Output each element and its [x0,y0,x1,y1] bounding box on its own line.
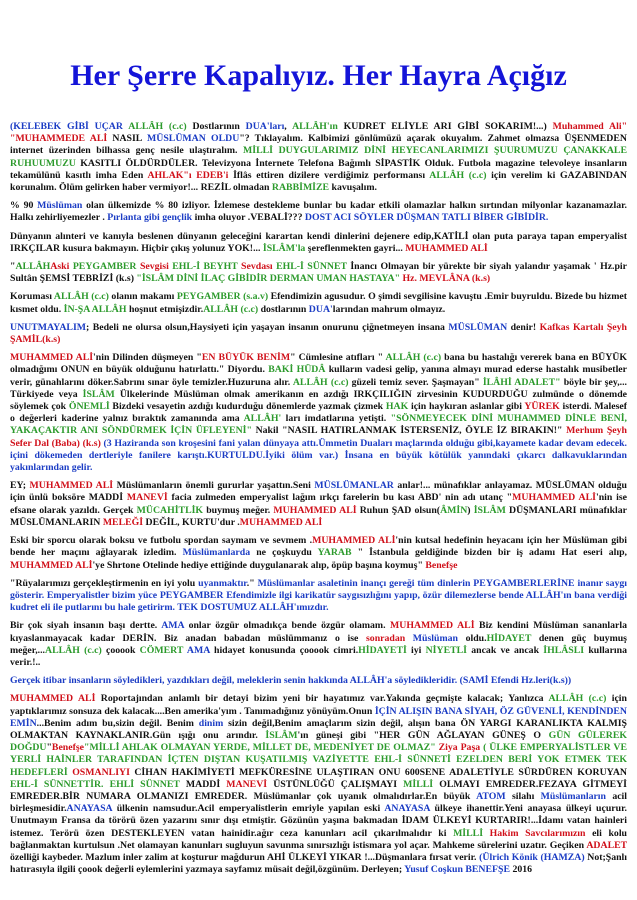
text-run: sizin değil,Benim amaçlarım sizin değil, alışın bana ÖN YARGI KARANLIKTA KALMIŞ OLMAKTAN KAYNAKLANIR.Gün ışığı onu arındır. [10,717,627,741]
text-run: ları imdatlarına yetişti. [281,413,391,425]
text-run: Sevdası [237,261,277,273]
text-run: MANEVİ [126,492,168,504]
text-run: MUHAMMED ALİ [29,480,114,492]
text-run: ALLÂH (c.c) [53,291,109,303]
text-run: İSLÂM [473,504,506,516]
text-run: % 90 [10,200,38,212]
text-run: Gerçek itibar insanların söyledikleri, yazdıkları değil, meleklerin senin hakkında ALLÂH'a söyledikleridir. (SAMİ Efendi Hz.leri(k.s)) [10,675,572,687]
text-run: Dünyanın alınteri ve kanıyla beslenen dünyanın geleceğini karartan kendi dinlerini dejenere edip,KATİLİ olan puta paraya tapan emperyalist IRKÇILAR kusura bakmayın. Hiçbir çıkış yolunuz YOK!... [10,230,627,254]
text-run: ALLÂH' [243,413,282,425]
text-run: ) [467,504,474,516]
text-run: Benefşe [425,559,458,571]
paragraph [10,693,627,876]
text-run: denir! [507,321,540,333]
text-run: Eski bir sporcu olarak boksu ve futbolu spordan saymam ve sevmem . [10,535,313,547]
text-run: Nakil "NASIL HATIRLANMAK İSTERSENİZ, ÖYLE İZ BIRAKIN!" [251,425,567,437]
text-run: ALLÂH (c.c) [548,693,607,705]
text-run: MUHAMMED ALİ [312,535,396,547]
text-run: RABBİMİZE [271,182,330,194]
text-run: Ruhun ŞAD olsun( [356,504,441,516]
text-run: kavuşalım. [329,182,377,194]
text-run: 2016 [510,864,533,876]
text-run: (3 Haziranda son kroşesini fani yalan dünyaya attı.Ümmetin Duaları maçlarında olduğu gibi,kayamete kadar devam edecek. içini dökemeden dertleriyle fanilere karıştı.KURTULDU.İyiki ölüm var.) İnsana en büyük kötülük yanındaki çıkarcı dalkavuklarından yakınlarından gelir. [10,437,627,474]
document-body [10,121,627,893]
text-run: ANAYASA [384,803,430,815]
text-run: Bizdeki vesayetin azdığı kudurduğu dönemlerde yazmak çizmek [109,401,386,413]
text-run: ÖNEMLİ [68,401,110,413]
text-run: MUHAMMED ALİ [512,492,596,504]
text-run: şereflenmekten gayri... [305,242,406,254]
text-run: ancak ve ancak [467,644,544,656]
text-run: 'nin ise efsane olarak yazıldı. Gerçek [10,492,627,516]
text-run: imha oluyor .VEBALİ??? [192,212,305,224]
text-run: İHLÂSLI [543,644,585,656]
text-run: için haykıran aslanlar gibi [408,401,525,413]
text-run: Dostlarının [186,121,246,132]
text-run: Muhammed Ali" [552,121,627,132]
text-run: ATOM [476,790,506,802]
paragraph [10,261,627,285]
text-run: KASITLI ÖLDÜRDÜLER. Televizyona İnternete Telefona Bağımlı SİPASTİK Olduk. Futbola magazine televoleye insanların tekamülünü kasıtlı imha Eden [10,157,627,181]
text-run: GÜN GÜLEREK DOĞDU [10,729,627,754]
text-run: ÂMİN [440,504,468,516]
text-run: (Ülrich Könik (HAMZA) [479,851,585,863]
text-run: 'nin Dilinden düşmeyen " [93,352,202,364]
text-run: PEYGAMBER (s.a.v) [176,291,269,303]
text-run: "MUHAMMEDE ALİ [10,133,108,145]
text-run: İflâs ettiren dizilere verdiğimiz performansı [228,169,430,181]
text-run: Efendimizin agusudur. O şimdi sevgilisine kavuştu .Emir buyruldu. Bizede bu hizmet kısmet oldu. [10,291,627,315]
text-run: ALLÂH (c.c) [203,303,259,315]
text-run: MÜSLÜMAN [448,321,508,333]
text-run: HAK [385,401,409,413]
text-run: ANAYASA [66,803,113,815]
text-run: ; Bedeli ne olursa olsun,Haysiyeti için yaşayan insanın onurunu çiğnetmeyen insana [86,321,449,333]
text-run: 'ın güneşi gibi "HER GÜN AĞLAYAN GÜNEŞ O [297,729,549,741]
text-run: İnancı Olmayan bir yürekte bir siyah yalandır yaşamak ' Hz.pir Sultân ŞEMSİ TEBRİZİ (k.s) [10,261,627,285]
text-run: MADDİ [179,778,227,790]
text-run: oldu. [457,632,487,644]
text-run: iyi [406,644,426,656]
text-run: silahı [505,790,541,802]
paragraph [10,352,627,474]
text-run: MÜCAHİTLİK [136,504,204,516]
text-run: MUHAMMED ALİ [10,559,93,571]
text-run: Koruması [10,291,54,303]
text-run: Hz. MEVLÂNA (k.s) [400,273,491,285]
text-run: bana bu hastalığı vererek bana en BÜYÜK olmadığımı ONUN en büyük olduğunu hatırlattı." Diyordu. [10,352,627,376]
text-run: buymuş meğer. [203,504,274,516]
text-run: Roportajından anlamlı bir detayi bizim yeni bir hayatımız var.Yakında geçmişte kalacak; Yanlızca [95,693,549,705]
text-run: MUHAMMED ALİ [390,620,475,632]
text-run: DOST ACI SÖYLER DÜŞMAN TATLI BİBER GİBİDİR. [304,212,549,224]
text-run: Müslümanlarda [182,547,251,559]
text-run: MUHAMMED ALİ [405,242,488,254]
text-run: PEYGAMBER [72,261,137,273]
text-run: MÜSLÜMAN OLDU [147,133,240,145]
text-run: ALLÂH [15,261,51,273]
text-run: MİLLİ [453,827,484,839]
text-run: YÜREK [524,401,560,413]
text-run: BAKİ HÜDÂ [268,364,326,376]
text-run: ALLÂH'ın [292,121,338,132]
text-run: Yusuf Coşkun BENEFŞE [404,864,511,876]
text-run: , [284,121,293,132]
text-run: ne çoşkuydu [250,547,318,559]
paragraph [10,200,627,224]
text-run: kulların vadesi gelip, yanına almayı murad ederse hastalık musibetler verir, günahlarını döker.Sabrını sınar öyle temizler.Huzuruna alır. [10,364,627,388]
text-run: CÖMERT [139,644,184,656]
text-run: olanın makamı [108,291,177,303]
text-run: olan ülkemizde % 80 izliyor. İzlemese destekleme bunlar bu kadar etkili olamazlar halkın sırtından milyonlar kazanamazlar. Halkı zehirliyemezler . [10,200,627,224]
text-run: İSLÂM'la [262,242,306,254]
paragraph [10,291,627,315]
text-run: DUA'ları [245,121,285,132]
text-run: güzeli temiz sever. Şaşmayan" [348,376,483,388]
text-run: Ziya Paşa [438,742,481,754]
text-run: "? Tıklayalım. Kalbimizi gönlümüzü açarak okuyalım. Zahmet olmazsa ÜŞENMEDEN internet üzerinden bilhassa genç nesile ulaştıralım. [10,133,627,157]
text-run: dinim [198,717,224,729]
paragraph [10,121,627,194]
text-run: İLÂHİ ADALET" [482,376,561,388]
text-run: Hakim Savcılarımızın [489,827,586,839]
paragraph [10,675,627,687]
text-run: ALLÂH (c.c) [45,644,102,656]
text-run: OLMAYI EMREDER.FEZAYA GİTMEYİ EMREDER.BİR NUMARA OLMANIZI EMREDER. Müslümanlar çok uyanık olmalıdırlar.En büyük [10,778,627,802]
text-run: Benefşe [51,742,85,754]
text-run: HİDAYETİ [358,644,407,656]
text-run: İÇİN ALIŞIN BANA SİYAH, ÖZ GÜVENLİ, KENDİNDEN EMİN [10,705,627,729]
text-run: ADALET [586,839,627,851]
text-run: EHL-İ BEYHT [172,261,238,273]
text-run: ALLÂH (c.c) [385,352,442,364]
text-run: MUHAMMED ALİ [10,352,94,364]
text-run: 'nin kutsal hedefinin heyacanı için her Müslüman gibi bende her maçını ağlayarak izledim. [10,535,627,559]
paragraph [10,231,627,255]
text-run: çooook [101,644,140,656]
text-run: NASIL [107,133,148,145]
text-run: " İstanbula geldiğinde bizden bir iş adamı Hat eseri alıp, [351,547,627,559]
text-run: anlar!... münafıklar anlayamaz. MÜSLÜMAN olduğu için ünlü boksöre MADDİ [10,480,627,504]
text-run: Müslümanların önemli gururlar yaşattın.Seni [113,480,315,492]
text-run: Kafkas Kartalı Şeyh ŞAMİL(k.s) [10,321,627,346]
text-run: AHLAK"ı EDEB'i [147,169,229,181]
text-run: MANEVİ [226,778,268,790]
text-run: MELEĞİ [102,516,144,528]
text-run [483,828,490,839]
text-run: facia zulmeden emperyalist lağım ırkçı farelerin bu kası ABD' nin adı utanç " [167,492,513,504]
text-run: AMA [186,644,210,656]
text-run: " [10,261,16,273]
text-run: NİYETLİ [425,644,467,656]
text-run: isterdi. Malesef o değerleri kaderine yalnız bıraktık zamanında ama [10,401,627,425]
text-run: Ülkelerinde Müslüman olmak amerikanın en azdığı IRKÇILIĞIN zirvesinin KUDURDUĞU zulmünde o dönemde söylemek çok [10,388,627,413]
text-run: MUHAMMED ALİ [10,693,96,705]
text-run: eli kolu bağlanmaktan kurtulsun .Net olamayan kanunları sugluyun savunma sınırsızlığı istismara yol açar. Mahkeme sürelerini uzatır. Geçiken [10,827,627,851]
text-run: ." [246,577,258,589]
text-run: ALLÂH (c.c) [128,121,187,132]
text-run: DÜŞMANLARI münafıklar MÜSLÜMANLARIN [10,504,627,528]
text-run: böyle bir şey,... Türkiyede veya [10,376,627,400]
paragraph [10,322,627,346]
text-run: DEĞİL, KURTU'dur . [143,516,240,528]
text-run: ülkeye ihanettir.Yeni anayasa ülkeyi uçurur. Unutmayın Fransa da törörü özen yazarını sınır dışı etmiştir. Gözünün yaşına bakmadan İDAM ÜLKEYİ KURTARIR!...İdamı vatan hainleri istemez. Terörü özen DESTEKLEYEN vatan hainidir.ağır ceza kanunları acil çıkarılmalıdır ki [10,803,627,839]
text-run: EY; [10,480,30,492]
text-run: UNUTMAYALIM [10,321,87,333]
text-run: MİLLİ [403,778,434,790]
text-run: Müslüman [37,200,83,212]
text-run: " Cümlesine atıfları " [290,352,386,364]
text-run: DUA' [308,303,333,315]
text-run: ALLÂH (c.c) [429,169,487,181]
paragraph [10,535,627,572]
text-run [405,633,413,644]
text-run: Pırlanta gibi gençlik [107,212,193,224]
text-run: MÜSLÜMANLAR [314,480,394,492]
text-run: Müslüman [412,632,458,644]
text-run: Not;Şanlı hatırasıyla ilgili çoook değerli eylemlerini yazmaya sayfamız müsait değil,özgünüm. Derleyen; [10,851,627,876]
text-run: İN-ŞA ALLÂH [63,303,127,315]
text-run: için yaptıklarımız sonsuza dek kalacak....Ben amerika'yım . Tanımadığınız yönüyüm.Onun [10,693,627,717]
text-run: Bir çok siyah insanın başı dertte. [10,620,162,632]
text-run: acil birleşmesidir. [10,790,627,815]
text-run: EHL-İ SÜNNET [276,261,347,273]
text-run: AMA [161,620,185,632]
text-run: MİLLİ DUYGULARIMIZ DİNİ HEYECANLARIMIZI ŞUURUMUZU ÇANAKKALE RUHUUMUZU [10,145,627,169]
text-run: " [46,742,52,754]
text-run: Aski [50,261,73,273]
text-run: YARAB [317,547,352,559]
text-run: İSLÂM [265,729,298,741]
text-run: larından mahrum olmayız. [332,303,446,315]
text-run: ülkenin namsudur.Acil emperyalistlerin emriyle yapılan eski [112,803,385,815]
text-run: Merhum Şeyh Sefer Dal (Baba) (k.s) [10,425,627,449]
text-run: ÜSTÜNLÜĞÜ ÇALIŞMAYI [267,778,404,790]
text-run: için verelim ki GAZABINDAN korunalım. Ölüm gelirken haber vermiyor!... REZİL olmadan [10,169,627,194]
text-run: "İSLÂM DİNİ İLAÇ GİBİDİR DERMAN UMAN HASTAYA" [136,273,401,285]
text-run: İSLÂM [82,388,115,400]
text-run: sonradan [365,632,406,644]
text-run: ALLÂH (c.c) [292,376,349,388]
text-run: (KELEBEK GİBİ UÇAR [10,121,129,132]
text-run: "SÖNMEYECEK DİNİ MUHAMMED DİNLE BENİ, YAKAÇAKTIR ANI SÖNDÜRMEK İÇİN ÜFLEYENİ" [10,413,627,437]
paragraph [10,578,627,615]
text-run: "Rüyalarımızı gerçekleştirmenin en iyi yolu [10,577,199,589]
text-run: Müslümanlar asaletinin inançı gereği tüm dinlerin PEYGAMBERLERİNE inanır saygı gösterir. Emperyalistler bizim yüce PEYGAMBER Efendimizle ilgi karikatür saygısızlığını yapıp, özür dilemezlerse bende ALLÂH'ın bana verdiği kudret eli ile putlarını bu hale getirirm. TEK DOSTUMUZ ALLÂH'ımızdır. [10,577,627,614]
text-run: dostlarının [258,303,309,315]
text-run: Müslümanların [540,790,606,802]
document-title: Her Şerre Kapalıyız. Her Hayra Açığız [70,59,567,92]
paragraph [10,480,627,529]
text-run: "MİLLİ AHLAK OLMAYAN YERDE, MİLLET DE, MEDENİYET DE OLMAZ" [84,742,436,754]
text-run: kullarına verir.!.. [10,644,627,668]
text-run: Sevgisi [136,261,173,273]
text-run: uyanmaktır [198,577,247,589]
text-run: onlar özgür olmadıkça bende özgür olamam. [184,620,391,632]
text-run: 'ye Shrtone Otelinde hediye ettiğinde duygulanarak alıp, öpüp başına koymuş" [92,559,426,571]
text-run: EHL-İ SÜNNETTİR. EHLİ SÜNNET [10,778,180,790]
text-run: MUHAMMED ALİ [273,504,357,516]
text-run: ( ÜLKE EMPERYALİSTLER VE YERLİ HAİNLER TARAFINDAN İÇTEN DIŞTAN KUŞATILMIŞ VAZİYETTE EHL-İ SÜNNETİ EZELDEN BERİ YOK ETMEK TEK HEDEFLERİ [10,742,627,778]
text-run: OSMANLIYI [72,766,130,778]
text-run: Biz kendini Müslüman sananlarla kıyaslanmayacak kadar DERİN. Biz anadan babadan müslümmanız o ise [10,620,627,644]
text-run: hidayet konusunda çooook cimri. [209,644,359,656]
text-run: MUHAMMED ALİ [239,516,323,528]
text-run: HİDAYET [486,632,532,644]
text-run: hoşnut etmişizdir. [126,303,204,315]
text-run: özelliği kaybeder. Mazlum inler zalim at koşturur mağdurun AHİ ÜLKEYİ YIKAR !...Düşmanlara fırsat verir. [10,851,480,863]
text-run: CİHAN HAKİMİYETİ MEFKÜRESİNE ULAŞTIRAN ONU 600SENE ADALETİYLE SÜRDÜREN KORUYAN [129,766,627,778]
text-run: denen güç buymuş meğer,... [10,632,627,656]
paragraph [10,620,627,669]
text-run: EN BÜYÜK BENİM [201,352,291,364]
text-run: KUDRET ELİYLE ARI GİBİ SOKARIM!...) [337,121,553,132]
text-run: ...Benim adım bu,sizin değil. Benim [36,717,199,729]
